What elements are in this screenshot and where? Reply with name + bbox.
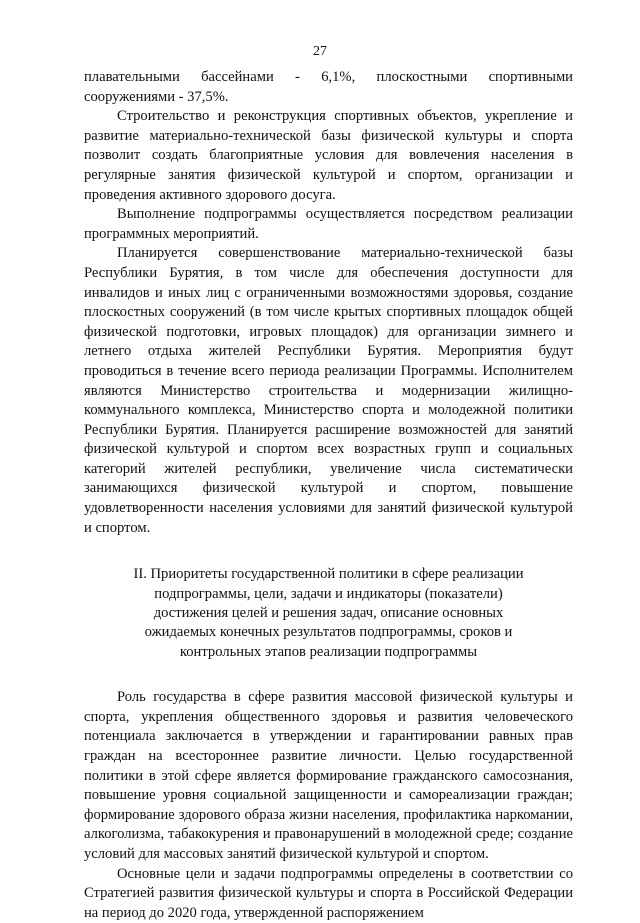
paragraph-state-role: Роль государства в сфере развития массовой физической культуры и спорта, укрепления общественного здоровья и развития человеческого потенциала заключается в утверждении и гарантировании равных прав граждан на всестороннее развитие личности. Целью государственной политики в этой сфере является формирование гражданского самосознания, повышение уровня социальной защищенности и самореализации граждан; формирование здорового образа жизни населения, профилактика наркомании, алкоголизма, табакокурения и правонарушений в молодежной среде; создание условий для массовых занятий физической культурой и спортом. — [84, 689, 573, 863]
paragraph-goals: Основные цели и задачи подпрограммы определены в соответствии со Стратегией развития физической культуры и спорта в Российской Федерации на период до 2020 года, утвержденной распоряжением — [84, 865, 573, 921]
body-text — [84, 68, 573, 923]
section-heading-line: достижения целей и решения задач, описание основных — [153, 605, 504, 622]
section-heading — [84, 565, 573, 662]
section-heading-line: подпрограммы, цели, задачи и индикаторы (показатели) — [154, 585, 503, 602]
paragraph-construction: Строительство и реконструкция спортивных объектов, укрепление и развитие материально-технической базы физической культуры и спорта позволит создать благоприятные условия для вовлечения населения в регулярные занятия физической культурой и спортом, организации и проведения активного здорового досуга. — [84, 108, 573, 203]
paragraph-planned-measures: Планируется совершенствование материально-технической базы Республики Бурятия, в том числе для обеспечения доступности для инвалидов и иных лиц с ограниченными возможностями здоровья, создание плоскостных сооружений (в том числе крытых спортивных площадок общей физической подготовки, игровых площадок) для организации зимнего и летнего отдыха жителей Республики Бурятия. Мероприятия будут проводиться в течение всего периода реализации Программы. Исполнителем являются Министерство строительства и модернизации жилищно-коммунального комплекса, Министерство спорта и молодежной политики Республики Бурятия. Планируется расширение возможностей для занятий физической культурой и спортом всех возрастных групп и социальных категорий жителей республики, увеличение числа систематически занимающихся физической культурой и спортом, повышение удовлетворенности населения условиями для занятий физической культурой и спортом. — [84, 245, 573, 536]
section-heading-line: ожидаемых конечных результатов подпрограммы, сроков и — [144, 624, 513, 641]
section-heading-line: II. Приоритеты государственной политики в сфере реализации — [133, 566, 524, 583]
page-number: 27 — [313, 44, 327, 59]
section-heading-line: контрольных этапов реализации подпрограммы — [179, 643, 478, 660]
paragraph-implementation: Выполнение подпрограммы осуществляется посредством реализации программных мероприятий. — [84, 206, 573, 242]
paragraph-continuation: плавательными бассейнами - 6,1%, плоскостными спортивными сооружениями - 37,5%. — [84, 69, 573, 105]
